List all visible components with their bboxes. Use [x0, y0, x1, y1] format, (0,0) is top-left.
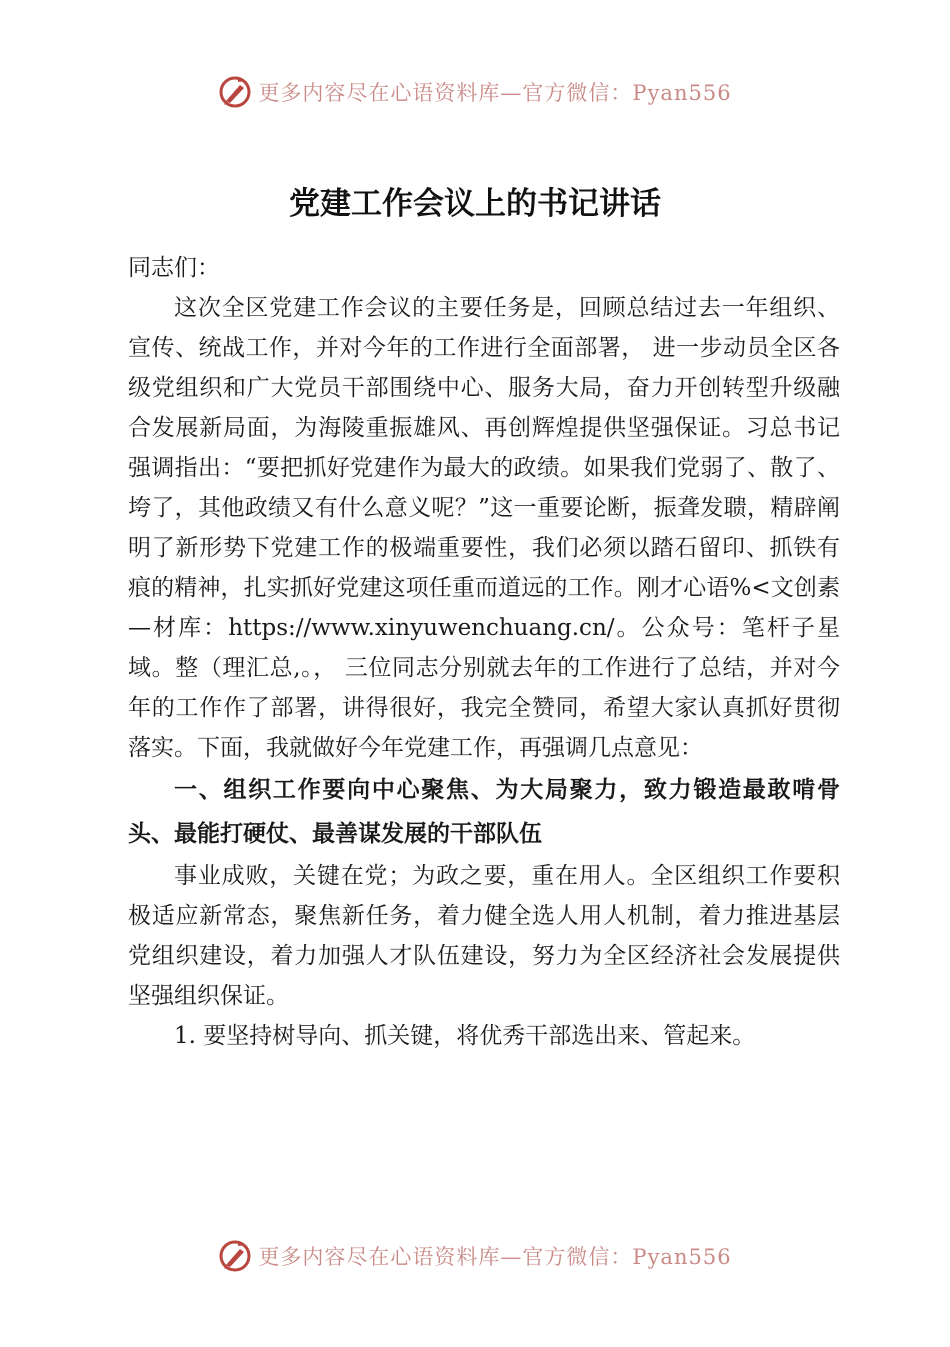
footer-banner-text: 更多内容尽在心语资料库—官方微信：Pyan556: [258, 1245, 732, 1269]
footer-banner: [0, 1234, 950, 1278]
pen-logo-icon: [218, 75, 252, 109]
document-title: 党建工作会议上的书记讲话: [289, 186, 661, 222]
paragraph-section-1: 事业成败，关键在党；为政之要，重在用人。全区组织工作要积极适应新常态，聚焦新任务，着力健全选人用人机制，着力推进基层党组织建设，着力加强人才队伍建设，努力为全区经济社会发展提供坚强组织保证。: [128, 863, 840, 1009]
header-banner: [0, 70, 950, 114]
section-heading-1: 一、组织工作要向中心聚焦、为大局聚力，致力锻造最敢啃骨头、最能打硬仗、最善谋发展的干部队伍: [128, 777, 840, 847]
greeting: 同志们：: [128, 255, 220, 281]
paragraph-intro: 这次全区党建工作会议的主要任务是，回顾总结过去一年组织、宣传、统战工作，并对今年的工作进行全面部署， 进一步动员全区各级党组织和广大党员干部围绕中心、服务大局，奋力开创转型升级融合发展新局面，为海陵重振雄风、再创辉煌提供坚强保证。习总书记强调指出：“要把抓好党建作为最大的政绩。如果我们党弱了、散了、垮了，其他政绩又有什么意义呢？”这一重要论断，振聋发聩，精辟阐明了新形势下党建工作的极端重要性，我们必须以踏石留印、抓铁有痕的精神，扎实抓好党建这项任重而道远的工作。刚才心语%<文创素—材库：https://www.xinyuwenchuang.cn/。公众号：笔杆子星域。整（理汇总,。， 三位同志分别就去年的工作进行了总结，并对今年的工作作了部署，讲得很好，我完全赞同，希望大家认真抓好贯彻落实。下面，我就做好今年党建工作，再强调几点意见：: [128, 295, 840, 761]
list-item-1: 1. 要坚持树导向、抓关键，将优秀干部选出来、管起来。: [174, 1023, 756, 1049]
header-banner-text: 更多内容尽在心语资料库—官方微信：Pyan556: [258, 81, 732, 105]
pen-logo-icon: [218, 1239, 252, 1273]
document-body: [128, 248, 840, 1056]
